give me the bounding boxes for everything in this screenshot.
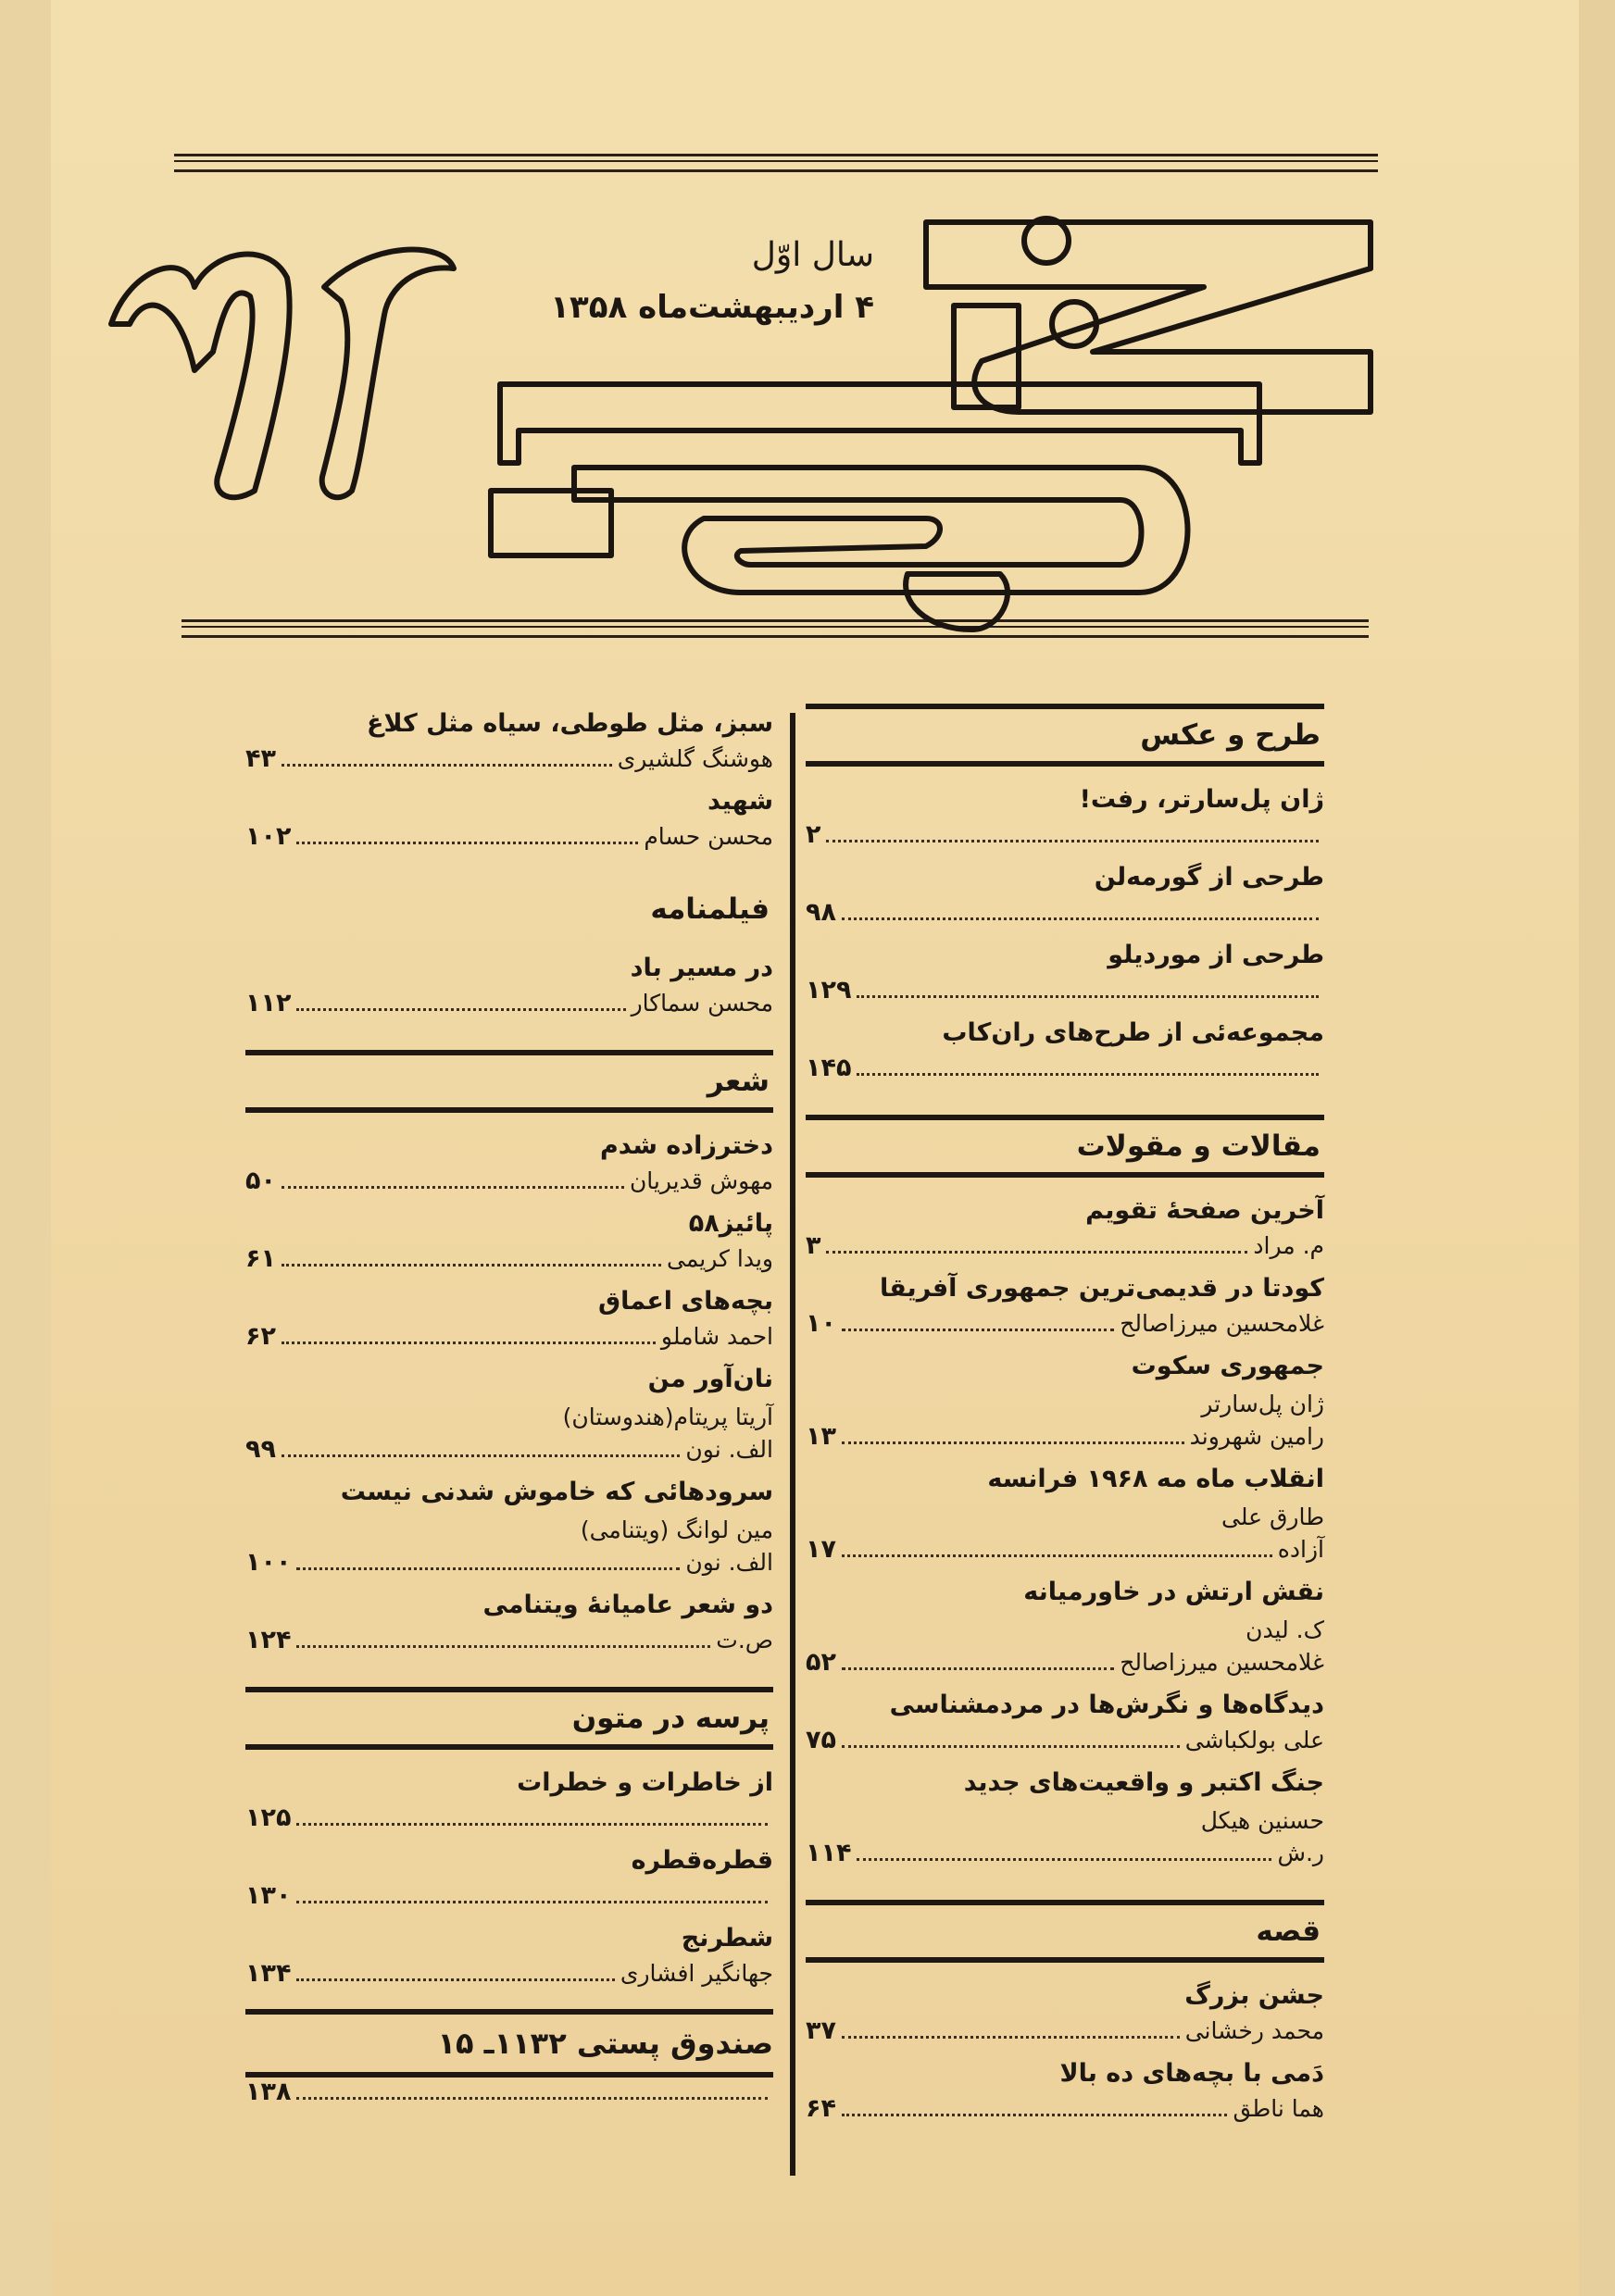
- toc-entry-title[interactable]: شطرنج: [681, 1924, 773, 1953]
- toc-entry-title[interactable]: مجموعه‌ئی از طرح‌های ران‌کاب: [942, 1018, 1324, 1047]
- toc-entry-line[interactable]: غلامحسین میرزاصالح ۱۰: [806, 1309, 1324, 1338]
- page-number: ۴۳: [245, 744, 276, 773]
- toc-entry-title[interactable]: ژان پل‌سارتر، رفت!: [1079, 785, 1324, 814]
- page-number: ۶۴: [806, 2094, 836, 2123]
- page-number: ۱۲۹: [806, 976, 852, 1004]
- toc-entry-line[interactable]: [806, 898, 1324, 935]
- page-margin-right: [1579, 0, 1615, 2296]
- po-box-label: صندوق پستی ۱۱۳۲ـ ۱۵: [437, 2026, 773, 2061]
- section-heading: فیلمنامه: [650, 892, 770, 926]
- page-number: ۱۴۵: [806, 1054, 852, 1082]
- toc-entry-line[interactable]: ویدا کریمی ۶۱: [245, 1244, 773, 1273]
- toc-entry-title[interactable]: جشن بزرگ: [1184, 1981, 1324, 2010]
- toc-entry-subtitle: ژان پل‌سارتر: [1201, 1391, 1324, 1417]
- toc-entry-subtitle: حسنین هیکل: [1200, 1807, 1324, 1834]
- toc-left-column: [245, 704, 773, 2115]
- toc-entry-line[interactable]: غلامحسین میرزاصالح ۵۲: [806, 1648, 1324, 1677]
- issue-number-digit-2: [322, 250, 454, 498]
- toc-entry-title[interactable]: جنگ اکتبر و واقعیت‌های جدید: [963, 1768, 1324, 1797]
- page-number: ۵۲: [806, 1648, 836, 1677]
- page-number: ۱۰۰: [245, 1548, 292, 1577]
- page-number: ۱۳۰: [245, 1881, 292, 1910]
- toc-entry-line[interactable]: م. مراد ۳: [806, 1231, 1324, 1260]
- page-number: ۹۹: [245, 1435, 276, 1464]
- toc-entry-title[interactable]: جمهوری سکوت: [1131, 1352, 1324, 1380]
- toc-entry-line[interactable]: [806, 976, 1324, 1013]
- page-number: ۱۰۲: [245, 822, 292, 851]
- toc-entry-line[interactable]: مهوش قدیریان ۵۰: [245, 1167, 773, 1195]
- logo-letter-alef: [954, 306, 1019, 407]
- section-heading: پرسه در متون: [571, 1702, 770, 1735]
- section-heading: قصه: [1256, 1915, 1321, 1948]
- toc-entry-title[interactable]: دخترزاده شدم: [599, 1131, 773, 1160]
- page-number: ۱۱۴: [806, 1839, 852, 1867]
- page-number: ۳: [806, 1231, 821, 1260]
- page-number: ۷۵: [806, 1726, 836, 1754]
- toc-entry-title[interactable]: قطره‌قطره: [631, 1846, 773, 1875]
- toc-entry-title[interactable]: دو شعر عامیانهٔ ویتنامی: [482, 1591, 773, 1619]
- page-number: ۶۱: [245, 1244, 276, 1273]
- toc-entry-line[interactable]: [245, 2078, 773, 2115]
- toc-entry-title[interactable]: از خاطرات و خطرات: [517, 1768, 773, 1797]
- toc-entry-title[interactable]: نان‌آور من: [647, 1365, 773, 1393]
- toc-entry-title[interactable]: انقلاب ماه مه ۱۹۶۸ فرانسه: [987, 1465, 1324, 1493]
- toc-entry-title[interactable]: کودتا در قدیمی‌ترین جمهوری آفریقا: [879, 1274, 1324, 1303]
- page-number: ۱۳۴: [245, 1959, 292, 1988]
- toc-entry-title[interactable]: نقش ارتش در خاورمیانه: [1023, 1578, 1324, 1606]
- column-divider: [790, 713, 795, 2176]
- page-number: ۱۳۸: [245, 2078, 292, 2106]
- page-number: ۹۸: [806, 898, 836, 927]
- section-heading: مقالات و مقولات: [1076, 1129, 1321, 1163]
- page-number: ۱۲۴: [245, 1626, 292, 1654]
- page-number: ۱۷: [806, 1535, 836, 1564]
- toc-entry-line[interactable]: آزاده ۱۷: [806, 1535, 1324, 1564]
- section-heading: شعر: [707, 1065, 770, 1098]
- toc-entry-line[interactable]: هما ناطق ۶۴: [806, 2094, 1324, 2123]
- toc-entry-line[interactable]: جهانگیر افشاری ۱۳۴: [245, 1959, 773, 1988]
- toc-entry-line[interactable]: [806, 820, 1324, 857]
- logo-letter-ba: [500, 384, 1259, 463]
- page-number: ۶۲: [245, 1322, 276, 1351]
- logo-letter-dot-1: [1024, 218, 1069, 263]
- toc-entry-subtitle: مین لوانگ (ویتنامی): [580, 1516, 773, 1543]
- toc-entry-line[interactable]: الف. نون ۹۹: [245, 1435, 773, 1464]
- logo-letter-he: [906, 574, 1008, 630]
- toc-entry-line[interactable]: [245, 1881, 773, 1918]
- toc-entry-title[interactable]: پائیز۵۸: [688, 1209, 773, 1238]
- toc-entry-subtitle: ک. لیدن: [1246, 1616, 1324, 1643]
- page-number: ۱۳: [806, 1422, 836, 1451]
- toc-entry-line[interactable]: محسن سماکار ۱۱۲: [245, 989, 773, 1017]
- toc-entry-title[interactable]: طرحی از گورمه‌لن: [1094, 863, 1324, 892]
- page-margin-left: [0, 0, 51, 2296]
- masthead-top-rule: [174, 154, 1378, 172]
- section-heading: طرح و عکس: [1140, 718, 1321, 752]
- toc-entry-title[interactable]: در مسیر باد: [630, 954, 773, 982]
- toc-entry-line[interactable]: محمد رخشانی ۳۷: [806, 2016, 1324, 2045]
- issue-number-digit-3: [111, 255, 290, 498]
- toc-entry-line[interactable]: ر.ش ۱۱۴: [806, 1839, 1324, 1867]
- page-number: ۳۷: [806, 2016, 836, 2045]
- toc-entry-subtitle: طارق علی: [1221, 1504, 1324, 1530]
- toc-right-column: [806, 704, 1324, 2131]
- toc-entry-subtitle: آریتا پریتام(هندوستان): [562, 1404, 773, 1430]
- toc-entry-line[interactable]: [245, 1803, 773, 1841]
- page-number: ۵۰: [245, 1167, 276, 1195]
- issue-info: [504, 236, 874, 326]
- page-number: ۲: [806, 820, 821, 849]
- toc-entry-title[interactable]: بچه‌های اعماق: [597, 1287, 773, 1316]
- toc-entry-title[interactable]: سبز، مثل طوطی، سیاه مثل کلاغ: [367, 709, 773, 738]
- toc-entry-title[interactable]: سرودهائی که خاموش شدنی نیست: [340, 1478, 773, 1506]
- toc-entry-line[interactable]: الف. نون ۱۰۰: [245, 1548, 773, 1577]
- page-number: ۱۲۵: [245, 1803, 292, 1832]
- page-number: ۱۰: [806, 1309, 836, 1338]
- toc-entry-title[interactable]: طرحی از موردیلو: [1108, 941, 1324, 969]
- toc-entry-title[interactable]: شهید: [707, 787, 773, 816]
- toc-entry-line[interactable]: احمد شاملو ۶۲: [245, 1322, 773, 1351]
- toc-entry-line[interactable]: محسن حسام ۱۰۲: [245, 822, 773, 851]
- page-number: ۱۱۲: [245, 989, 292, 1017]
- toc-entry-title[interactable]: دَمی با بچه‌های ده بالا: [1059, 2059, 1324, 2088]
- toc-entry-line[interactable]: [806, 1054, 1324, 1091]
- toc-entry-line[interactable]: ص.ت ۱۲۴: [245, 1626, 773, 1654]
- toc-entry-title[interactable]: آخرین صفحهٔ تقویم: [1085, 1196, 1324, 1225]
- issue-date: ۴ اردیبهشت‌ماه ۱۳۵۸: [550, 289, 874, 326]
- toc-entry-title[interactable]: دیدگاه‌ها و نگرش‌ها در مردمشناسی: [889, 1691, 1324, 1719]
- issue-year: سال اوّل: [751, 236, 874, 274]
- toc-entry-line[interactable]: هوشنگ گلشیری ۴۳: [245, 744, 773, 773]
- logo-letter-jim: [574, 468, 1188, 593]
- toc-entry-line[interactable]: علی بولکباشی ۷۵: [806, 1726, 1324, 1754]
- toc-entry-line[interactable]: رامین شهروند ۱۳: [806, 1422, 1324, 1451]
